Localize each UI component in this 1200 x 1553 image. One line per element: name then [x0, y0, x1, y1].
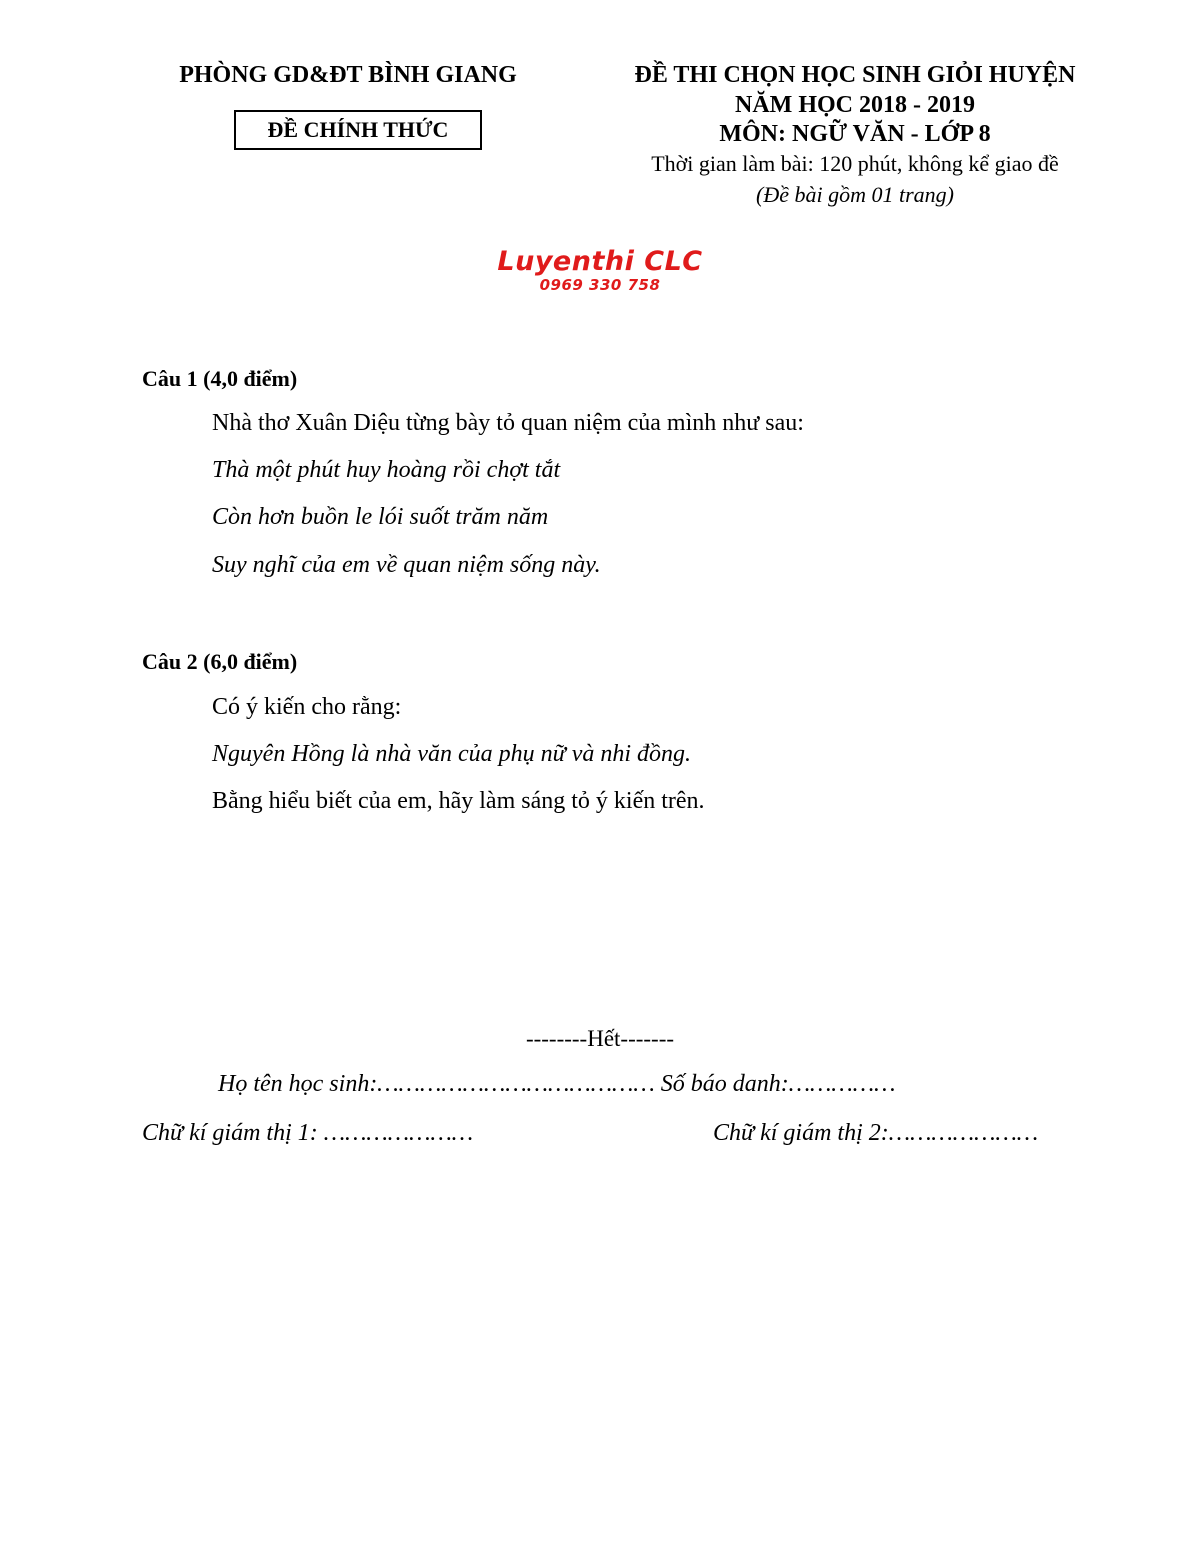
question-2-quote: Nguyên Hồng là nhà văn của phụ nữ và nhi đồng.: [212, 741, 692, 767]
end-mark: --------Hết-------: [525, 1026, 675, 1051]
question-1-heading: Câu 1 (4,0 điểm): [142, 366, 298, 391]
official-stamp-box: [234, 110, 482, 150]
question-1-intro: Nhà thơ Xuân Diệu từng bày tỏ quan niệm của mình như sau:: [212, 410, 804, 436]
question-1-prompt: Suy nghĩ của em về quan niệm sống này.: [212, 552, 601, 578]
student-info-line: Họ tên học sinh:………………………………… Số báo danh:……………: [218, 1071, 896, 1097]
exam-title: ĐỀ THI CHỌN HỌC SINH GIỎI HUYỆN: [634, 62, 1076, 88]
proctor-1-signature-line: Chữ kí giám thị 1: …………………: [142, 1120, 474, 1146]
question-2-intro: Có ý kiến cho rằng:: [212, 694, 402, 720]
question-1-verse-2: Còn hơn buồn le lói suốt trăm năm: [212, 504, 549, 530]
page-count-note: (Đề bài gồm 01 trang): [756, 182, 954, 207]
school-year: NĂM HỌC 2018 - 2019: [735, 92, 975, 118]
watermark-name: Luyenthi CLC: [497, 246, 703, 277]
question-2-heading: Câu 2 (6,0 điểm): [142, 649, 298, 674]
department-name: PHÒNG GD&ĐT BÌNH GIANG: [179, 62, 517, 88]
watermark-logo: [480, 246, 720, 296]
question-1-verse-1: Thà một phút huy hoàng rồi chợt tắt: [212, 457, 561, 483]
proctor-2-signature-line: Chữ kí giám thị 2:…………………: [713, 1120, 1039, 1146]
subject-line: MÔN: NGỮ VĂN - LỚP 8: [719, 121, 991, 147]
question-2-prompt: Bằng hiểu biết của em, hãy làm sáng tỏ ý kiến trên.: [212, 788, 705, 814]
watermark-phone: 0969 330 758: [539, 276, 661, 294]
official-label: ĐỀ CHÍNH THỨC: [267, 117, 449, 142]
duration-note: Thời gian làm bài: 120 phút, không kể giao đề: [651, 151, 1059, 176]
